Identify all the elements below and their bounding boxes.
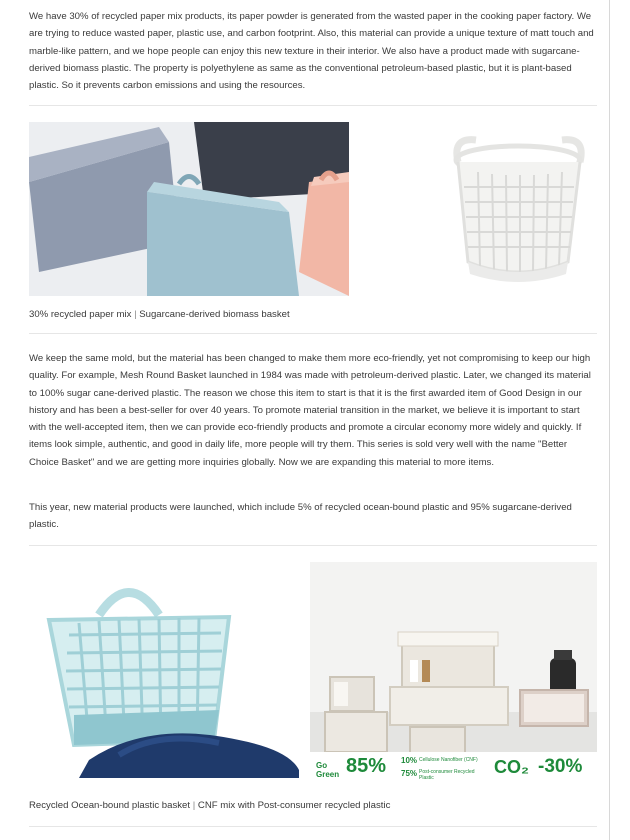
divider xyxy=(29,826,597,827)
paragraph-recycled-paper: We have 30% of recycled paper mix products, its paper powder is generated from the wasted paper in the cooking paper factory. We are trying to reduce wasted paper, plastic use, and carbon footprint. Also, this material can provide a unique texture of matt touch and marble-like pattern, and we hope people can enjoy this new texture in their interior. We also have a product made with sugarcane-derived biomass plastic. The property is polyethylene as same as the conventional petroleum-based plastic, but it is plant-based plastic. So it prevents carbon emissions and using the resources. xyxy=(29,11,594,92)
caption-recycled-paper: 30% recycled paper mix xyxy=(29,309,132,320)
caption-cnf-mix: CNF mix with Post-consumer recycled plastic xyxy=(197,800,391,811)
caption-separator: | xyxy=(134,309,137,320)
cnf-stats-banner xyxy=(316,755,597,785)
co2-label: CO₂ xyxy=(494,757,529,777)
co2-reduction: -30% xyxy=(538,756,583,777)
divider xyxy=(29,545,597,546)
pcr-label: Post-consumer Recycled Plastic xyxy=(419,769,475,781)
divider xyxy=(29,333,597,334)
caption-ocean-bound-basket: Recycled Ocean-bound plastic basket xyxy=(29,800,191,811)
caption-row-2 xyxy=(29,800,390,811)
photo-recycled-paper-boxes xyxy=(29,122,349,296)
paragraph-new-materials: This year, new material products were launched, which include 5% of recycled ocean-bound plastic and 95% sugarcane-derived plastic. xyxy=(29,502,572,531)
divider xyxy=(29,105,597,106)
paragraph-mesh-basket: We keep the same mold, but the material has been changed to make them more eco-friendly, yet not compromising to keep our high quality. For example, Mesh Round Basket launched in 1984 was made with petroleum-derived plastic. Later, we changed its material to 100% sugar cane-derived plastic. The reason we chose this item to start is that it is the first awarded item of Good Design in our history and has been a best-seller for over 40 years. To promote material transition in the market, we believe it is important to start with the well-accepted item, then we can provide eco-friendly products and promote a circular economy more widely and quickly. If items look simple, authentic, and good in daily life, more people will try them. This series is sold very well with the name "Better Choice Basket" and we are getting more inquiries globally. Now we are expanding this material to more items. xyxy=(29,353,591,468)
cellulose-label: Cellulose Nanofiber (CNF) xyxy=(419,757,478,763)
go-green-percent: 85% xyxy=(346,755,387,777)
photo-biomass-basket xyxy=(440,122,597,296)
page-edge-border xyxy=(609,0,610,840)
pcr-percent: 75% xyxy=(401,769,418,778)
caption-row-1 xyxy=(29,309,290,320)
caption-biomass-basket: Sugarcane-derived biomass basket xyxy=(139,309,290,320)
go-green-label: Go Green xyxy=(316,761,340,779)
caption-separator: | xyxy=(192,800,196,811)
cellulose-percent: 10% xyxy=(401,756,418,765)
photo-ocean-bound-basket xyxy=(29,575,299,778)
photo-cnf-mix-products xyxy=(310,562,597,788)
